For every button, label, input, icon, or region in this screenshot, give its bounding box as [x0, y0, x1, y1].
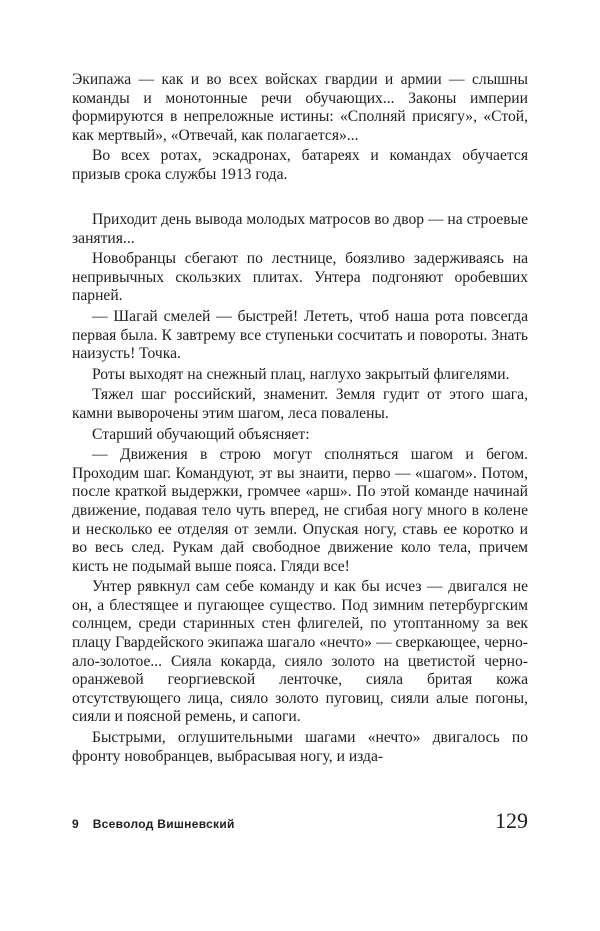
paragraph: Новобранцы сбегают по лестнице, боязливо задерживаясь на непривычных скользких плитах. Унтера подгоняют оробевших парней. — [72, 250, 528, 305]
paragraph: Быстрыми, оглушительными шагами «нечто» двигалось по фронту новобранцев, выбрасывая ногу, и изда- — [72, 729, 528, 765]
paragraph: Роты выходят на снежный плац, наглухо закрытый флигелями. — [92, 365, 510, 383]
running-author: Всеволод Вишневский — [92, 817, 235, 831]
text-block-top — [72, 71, 528, 187]
page-footer — [72, 808, 528, 834]
paragraph: — Шагай смелей — быстрей! Лететь, чтоб наша рота повсегда первая была. К завтрему все ступеньки сосчитать и повороты. Знать наизусть! Точка. — [72, 307, 528, 363]
paragraph: Старший обучающий объясняет: — [92, 425, 310, 443]
paragraph: Тяжел шаг российский, знаменит. Земля гудит от этого шага, камни выворочены этим шагом, леса повалены. — [72, 386, 528, 422]
paragraph: Во всех ротах, эскадронах, батареях и командах обучается призыв срока службы 1913 года. — [72, 147, 528, 183]
paragraph: — Движения в строю могут сполняться шагом и бегом. Проходим шаг. Командуют, эт вы знаити, перво — «шагом». Потом, после краткой выдержки, громчее «арш». По этой команде начинай движение, подавая тело чуть вперед, не сгибая ногу много в колене и несколько ее отделяя от земли. Опуская ногу, ставь ее коротко и во весь след. Рукам дай свободное движение коло тела, причем кисть не подымай выше пояса. Гляди все! — [72, 446, 528, 575]
paragraph: Приходит день вывода молодых матросов во двор — на строевые занятия... — [72, 211, 528, 247]
paragraph: Экипажа — как и во всех войсках гвардии и армии — слышны команды и монотонные речи обучающих... Законы империи формируются в непреложные истины: «Сполняй присягу», «Стой, как мертвый», «Отвечай, как полагается»... — [72, 71, 528, 144]
signature-mark: 9 — [72, 817, 79, 831]
text-block-main — [72, 211, 528, 768]
page-number: 129 — [495, 808, 528, 833]
paragraph: Унтер рявкнул сам себе команду и как бы исчез — двигался не он, а блестящее и пугающее существо. Под зимним петербургским солнцем, среди старинных стен флигелей, по утоптанному за век плацу Гвардейского экипажа шагало «нечто» — сверкающее, черно-ало-золотое... Сияла кокарда, сияло золото на цветистой черно-оранжевой георгиевской ленточке, сияла бритая кожа отсутствующего лица, сияло золото пуговиц, сияли алые погоны, сияли и поясной ремень, и сапоги. — [72, 578, 528, 726]
